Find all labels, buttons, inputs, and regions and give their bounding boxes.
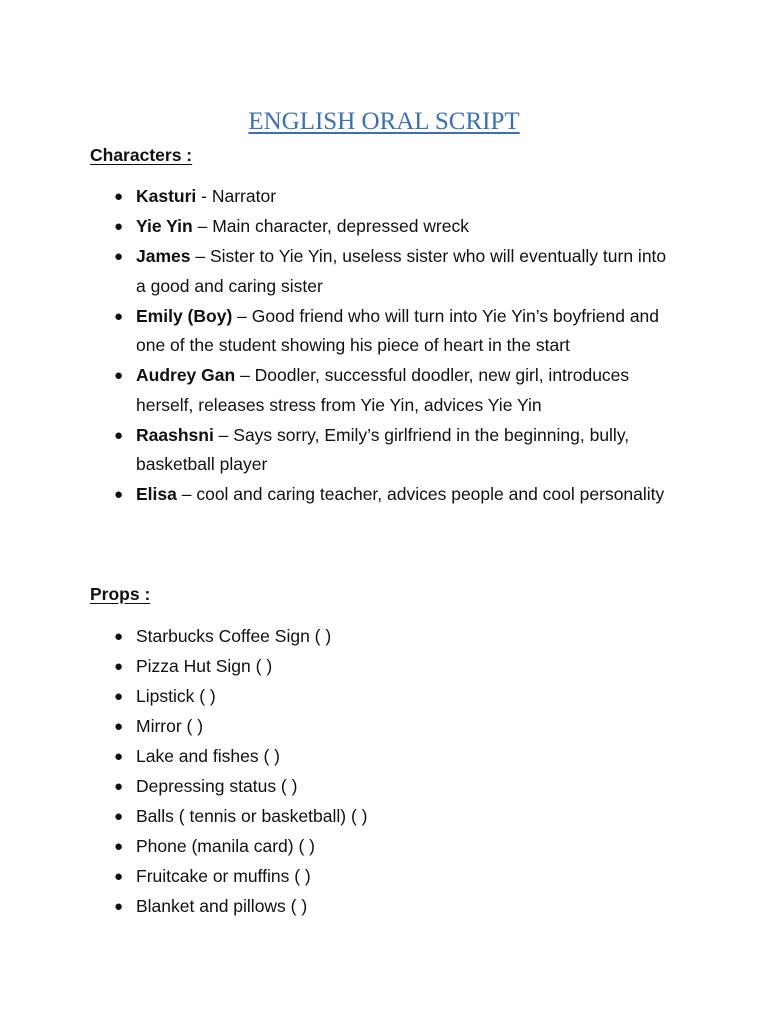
bullet-icon: ● xyxy=(114,426,124,444)
prop-item: Balls ( tennis or basketball) ( ) xyxy=(136,806,368,826)
bullet-icon: ● xyxy=(114,748,124,765)
character-name: Elisa xyxy=(136,484,177,504)
prop-item: Blanket and pillows ( ) xyxy=(136,896,308,916)
list-item xyxy=(0,361,768,420)
list-item xyxy=(0,622,768,652)
bullet-icon: ● xyxy=(114,218,124,235)
prop-item: Fruitcake or muffins ( ) xyxy=(136,866,311,886)
prop-item: Lake and fishes ( ) xyxy=(136,746,280,766)
prop-item: Mirror ( ) xyxy=(136,716,204,736)
character-description: - Narrator xyxy=(196,186,277,206)
character-name: Kasturi xyxy=(136,186,197,206)
bullet-icon: ● xyxy=(114,628,124,645)
list-item xyxy=(0,712,768,742)
character-name: Raashsni xyxy=(136,424,214,445)
bullet-icon: ● xyxy=(114,898,124,915)
character-description: – Doodler, successful doodler, new girl, introduces herself, releases stress from Yie Yin, advices Yie Yin xyxy=(136,365,630,415)
prop-item: Phone (manila card) ( ) xyxy=(136,836,315,856)
list-item xyxy=(0,302,768,361)
bullet-icon: ● xyxy=(114,188,124,205)
character-description: – cool and caring teacher, advices people and cool personality xyxy=(176,484,665,504)
character-name: James xyxy=(136,246,191,266)
character-description: – Main character, depressed wreck xyxy=(192,216,469,236)
list-item xyxy=(0,480,768,510)
prop-item: Starbucks Coffee Sign ( ) xyxy=(136,626,332,646)
character-name: Emily (Boy) xyxy=(136,305,233,326)
characters-heading: Characters : xyxy=(90,145,193,165)
bullet-icon: ● xyxy=(114,486,124,503)
list-item xyxy=(0,421,768,480)
bullet-icon: ● xyxy=(114,718,124,735)
character-name: Yie Yin xyxy=(136,216,193,236)
character-description: – Sister to Yie Yin, useless sister who will eventually turn into a good and caring sister xyxy=(136,246,667,296)
bullet-icon: ● xyxy=(114,367,124,384)
bullet-icon: ● xyxy=(114,808,124,825)
bullet-icon: ● xyxy=(114,868,124,885)
list-item xyxy=(0,212,768,242)
list-item xyxy=(0,862,768,892)
list-item xyxy=(0,742,768,772)
list-item xyxy=(0,682,768,712)
bullet-icon: ● xyxy=(114,307,124,325)
list-item xyxy=(0,242,768,301)
prop-item: Depressing status ( ) xyxy=(136,776,298,796)
props-list xyxy=(0,622,768,922)
character-description: – Says sorry, Emily’s girlfriend in the beginning, bully, basketball player xyxy=(136,424,630,474)
prop-item: Pizza Hut Sign ( ) xyxy=(136,656,273,676)
props-heading: Props : xyxy=(90,584,151,604)
bullet-icon: ● xyxy=(114,838,124,855)
characters-list xyxy=(0,182,768,510)
character-description: – Good friend who will turn into Yie Yin’s boyfriend and one of the student showing his piece of heart in the start xyxy=(136,305,660,355)
list-item xyxy=(0,182,768,212)
list-item xyxy=(0,772,768,802)
bullet-icon: ● xyxy=(114,778,124,795)
document-title: ENGLISH ORAL SCRIPT xyxy=(248,108,520,135)
list-item xyxy=(0,832,768,862)
list-item xyxy=(0,892,768,922)
prop-item: Lipstick ( ) xyxy=(136,686,216,706)
bullet-icon: ● xyxy=(114,658,124,675)
bullet-icon: ● xyxy=(114,688,124,705)
bullet-icon: ● xyxy=(114,248,124,265)
list-item xyxy=(0,652,768,682)
character-name: Audrey Gan xyxy=(136,365,236,385)
list-item xyxy=(0,802,768,832)
